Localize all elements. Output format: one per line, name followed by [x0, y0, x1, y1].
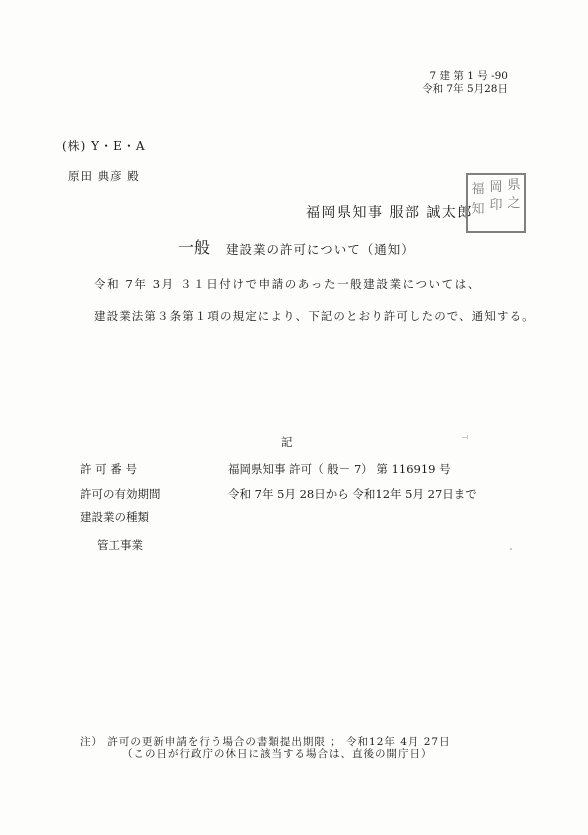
renewal-note: 注） 許可の更新申請を行う場合の書類提出期限 ； 令和12年 4月 27日: [80, 736, 451, 748]
document-date: 令和 7年 5月28日: [422, 83, 508, 95]
issuer-name: 福岡県知事 服部 誠太郎: [306, 205, 473, 221]
construction-type-value: 管工事業: [97, 538, 143, 552]
seal-char: 岡: [489, 180, 503, 195]
construction-type-label: 建設業の種類: [80, 510, 149, 524]
seal-char: 印: [489, 198, 503, 213]
addressee-person: 原田 典彦 殿: [68, 169, 140, 183]
permit-number-value: 福岡県知事 許可（ 般－ 7） 第 116919 号: [228, 462, 451, 476]
validity-value: 令和 7年 5月 28日から 令和12年 5月 27日まで: [228, 487, 477, 501]
subject-title: 建設業の許可について（通知）: [226, 242, 415, 257]
ki-heading: 記: [281, 435, 293, 449]
body-text-line: 建設業法第３条第１項の規定により、下記のとおり許可したので、通知する。: [94, 309, 535, 323]
document-number: 7 建 第 1 号 -90: [429, 70, 508, 82]
scan-speck: [467, 435, 468, 439]
validity-label: 許可の有効期間: [80, 487, 161, 501]
addressee-company: (株) Y・E・A: [62, 139, 146, 153]
seal-char: 之: [507, 196, 521, 211]
seal-char: 知: [471, 202, 485, 217]
subject-prefix: 一般: [178, 238, 211, 257]
body-text-line: 令和 7年 3月 ３１日付けで申請のあった一般建設業については、: [94, 277, 481, 291]
scan-speck: [510, 548, 512, 550]
official-seal: [466, 173, 526, 233]
seal-char: 福: [471, 182, 485, 197]
renewal-note-detail: （この日が行政庁の休日に該当する場合は、直後の開庁日）: [122, 748, 433, 760]
permit-number-label: 許 可 番 号: [80, 462, 137, 476]
seal-char: 県: [507, 178, 521, 193]
